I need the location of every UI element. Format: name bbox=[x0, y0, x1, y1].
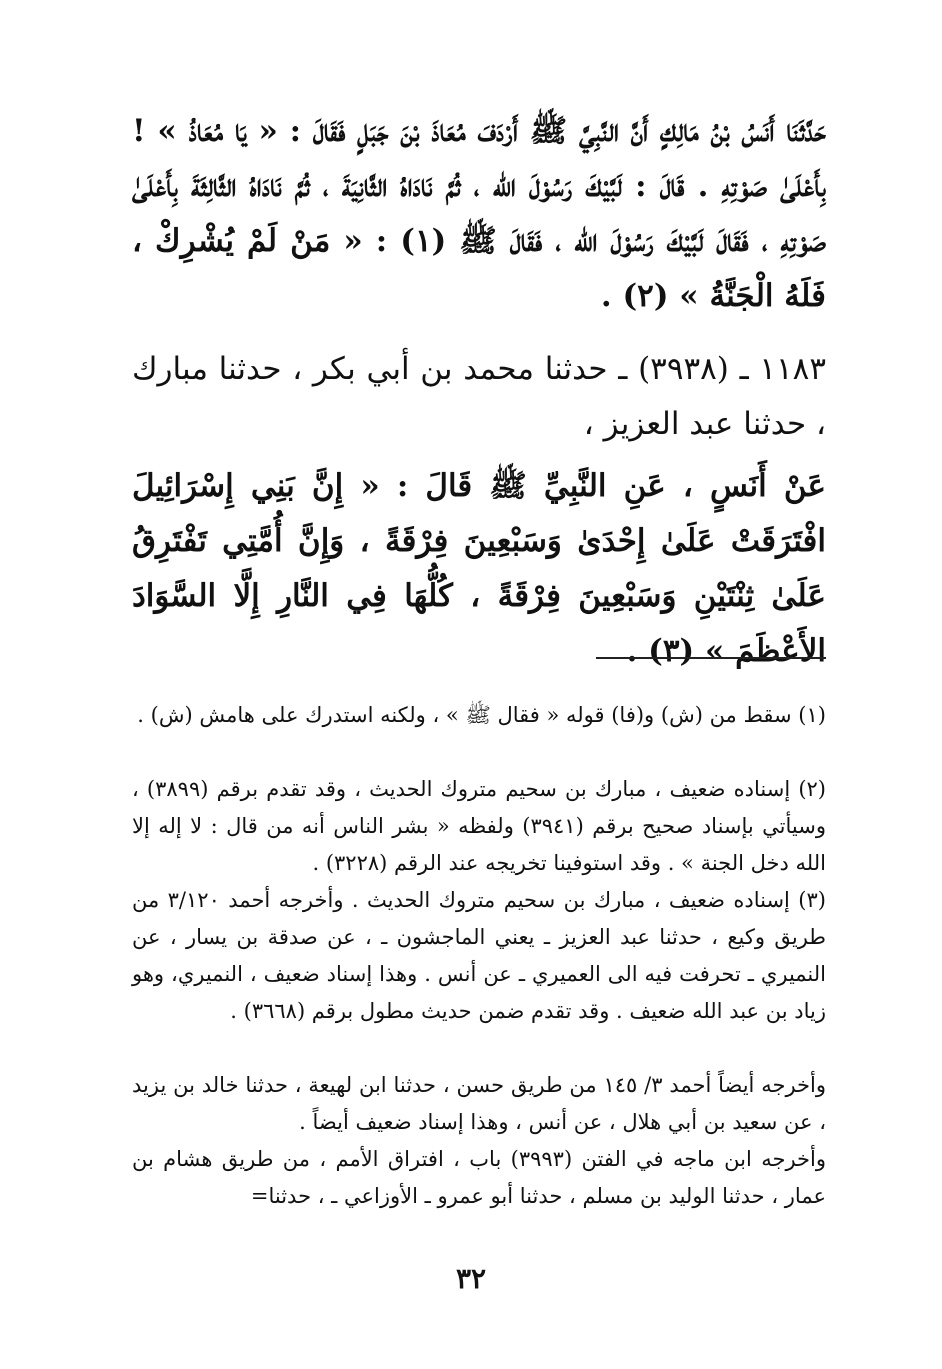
hadith-1183-isnad: ١١٨٣ ـ (٣٩٣٨) ـ حدثنا محمد بن أبي بكر ، حدثنا مبارك ، حدثنا عبد العزيز ، bbox=[132, 351, 826, 442]
footnote-3-continuation-1: وأخرجه أيضاً أحمد ٣/ ١٤٥ من طريق حسن ، حدثنا ابن لهيعة ، حدثنا خالد بن يزيد ، عن سعيد بن أبي هلال ، عن أنس ، وهذا إسناد ضعيف أيضاً . bbox=[132, 1073, 826, 1134]
footnote-1: (١) سقط من (ش) و(فا) قوله « فقال ﷺ » ، ولكنه استدرك على هامش (ش) . bbox=[137, 703, 826, 727]
footnote-divider bbox=[596, 657, 826, 659]
footnote-3-continuation-2: وأخرجه ابن ماجه في الفتن (٣٩٩٣) باب ، افتراق الأمم ، من طريق هشام بن عمار ، حدثنا الوليد بن مسلم ، حدثنا أبو عمرو ـ الأوزاعي ـ ، حدثنا= bbox=[132, 1147, 826, 1208]
hadith-1183-matn: عَنْ أَنَسٍ ، عَنِ النَّبِيِّ ﷺ قَالَ : « إِنَّ بَنِي إِسْرَائِيلَ افْتَرَقَتْ عَلَىٰ إِحْدَىٰ وَسَبْعِينَ فِرْقَةً ، وَإِنَّ أُمَّتِي تَفْتَرِقُ عَلَىٰ ثِنْتَيْنِ وَسَبْعِينَ فِرْقَةً ، كُلُّهَا فِي النَّارِ إِلَّا السَّوَادَ الأَعْظَمَ » (٣) . bbox=[132, 468, 826, 669]
footnote-3: (٣) إسناده ضعيف ، مبارك بن سحيم متروك الحديث . وأخرجه أحمد ٣/١٢٠ من طريق وكيع ، حدثنا عبد العزيز ـ يعني الماجشون ـ ، عن صدقة بن يسار ، عن النميري ـ تحرفت فيه الى العميري ـ عن أنس . وهذا إسناد ضعيف ، النميري، وهو زياد بن عبد الله ضعيف . وقد تقدم ضمن حديث مطول برقم (٣٦٦٨) . bbox=[132, 888, 826, 1023]
page-number: ٣٢ bbox=[455, 1262, 487, 1295]
hadith-1182-text: حَدَّثَنَا أَنَسُ بْنُ مَالِكٍ أَنَّ النَّبِيَّ ﷺ أَرْدَفَ مُعَاذَ بْنَ جَبَلٍ فَقَالَ : « يَا مُعَاذُ » ! بِأَعْلَىٰ صَوْتِهِ . قَالَ : لَبَّيْكَ رَسُوْلَ الله ، ثُمَّ نَادَاهُ الثَّانِيَةَ ، ثُمَّ نَادَاهُ الثَّالِثَةَ بِأَعْلَىٰ صَوْتِهِ ، فَقَالَ لَبَّيْكَ رَسُوْلَ الله ، فَقَالَ ﷺ (١) : « مَنْ لَمْ يُشْرِكْ ، فَلَهُ الْجَنَّةُ » (٢) . bbox=[132, 113, 826, 314]
footnote-2: (٢) إسناده ضعيف ، مبارك بن سحيم متروك الحديث ، وقد تقدم برقم (٣٨٩٩) ، وسيأتي بإسناد صحيح برقم (٣٩٤١) ولفظه « بشر الناس أنه من قال : لا إله إلا الله دخل الجنة » . وقد استوفينا تخريجه عند الرقم (٣٢٢٨) . bbox=[132, 777, 826, 875]
